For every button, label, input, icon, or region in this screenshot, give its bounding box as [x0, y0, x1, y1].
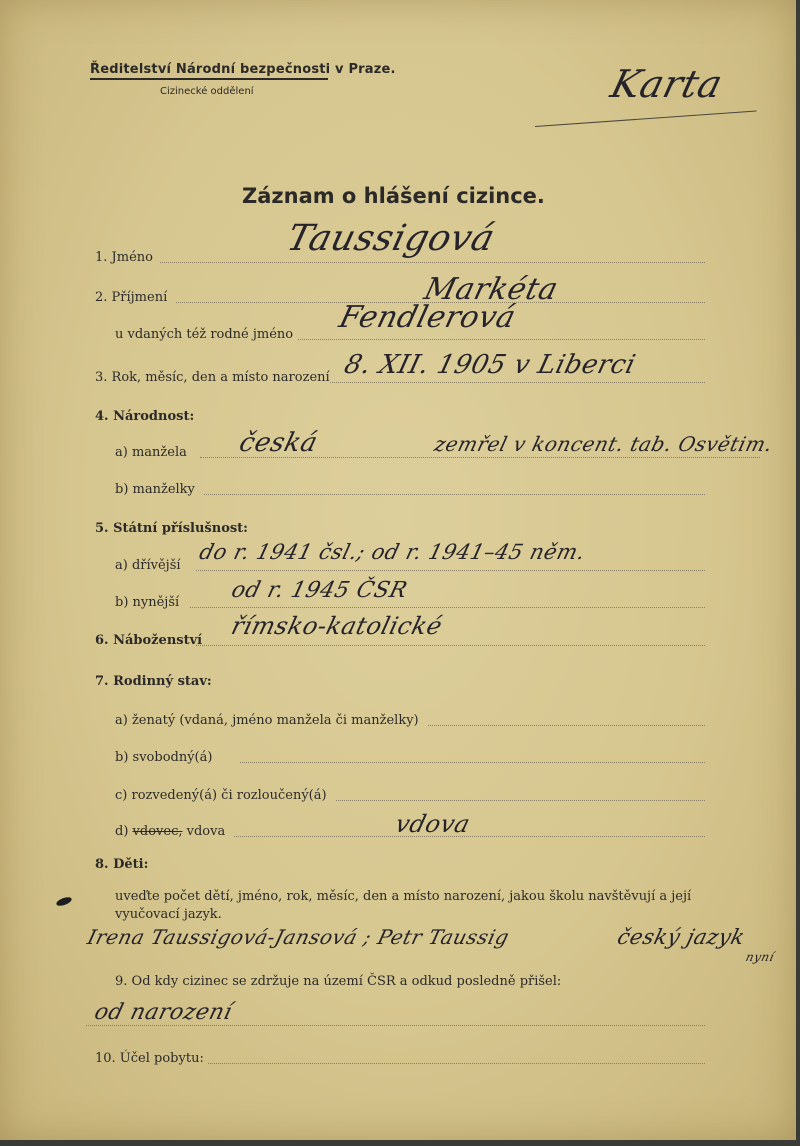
- field-purpose-line: [208, 1063, 705, 1064]
- field-marital-divorced-label: c) rozvedený(á) či rozloučený(á): [115, 788, 327, 803]
- field-since-label: 9. Od kdy cizinec se zdržuje na území ČSR a odkud posledně přišel:: [115, 974, 562, 989]
- field-citizenship-label: 5. Státní příslušnost:: [95, 521, 248, 536]
- field-birth-value: 8. XII. 1905 v Liberci: [341, 350, 639, 380]
- field-marital-widow-line: [234, 836, 705, 837]
- field-surname-value: Markéta: [420, 272, 562, 307]
- office-underline: [90, 78, 328, 80]
- field-religion-label: 6. Náboženství: [95, 633, 203, 648]
- field-children-label: 8. Děti:: [95, 857, 149, 872]
- field-nat-wife-label: b) manželky: [115, 482, 195, 497]
- field-name-value: Taussigová: [282, 218, 499, 259]
- field-religion-line: [196, 645, 705, 646]
- field-marital-single-line: [240, 762, 705, 763]
- field-marital-married-label: a) ženatý (vdaná, jméno manžela či manželky): [115, 713, 419, 728]
- field-nat-husband-label: a) manžela: [115, 445, 187, 460]
- corner-line: [535, 111, 757, 127]
- field-religion-value: římsko-katolické: [228, 612, 446, 640]
- widower-struck: vdovec,: [132, 824, 183, 839]
- field-cit-former-value: do r. 1941 čsl.; od r. 1941–45 něm.: [197, 540, 588, 564]
- field-marital-single-label: b) svobodný(á): [115, 750, 213, 765]
- field-children-note: český jazyk: [615, 925, 748, 949]
- field-nat-husband-value: česká: [236, 428, 321, 458]
- field-marital-widow-value: vdova: [392, 810, 474, 838]
- widow-prefix: d): [115, 824, 129, 839]
- form-title: Záznam o hlášení cizince.: [242, 184, 545, 208]
- widow-label: vdova: [186, 824, 226, 839]
- field-marital-label: 7. Rodinný stav:: [95, 674, 212, 689]
- field-maiden-label: u vdaných též rodné jméno: [115, 327, 294, 342]
- field-since-value: od narození: [91, 1000, 235, 1025]
- field-birth-line: [330, 382, 705, 383]
- field-cit-former-label: a) dřívější: [115, 558, 181, 573]
- ink-blot: [55, 895, 72, 907]
- corner-note-handwritten: Karta: [606, 62, 728, 106]
- field-nat-husband-note: zemřel v koncent. tab. Osvětim.: [432, 432, 776, 456]
- field-cit-current-value: od r. 1945 ČSR: [228, 578, 410, 603]
- field-cit-current-line: [190, 607, 705, 608]
- field-children-instr-2: vyučovací jazyk.: [115, 907, 222, 922]
- field-purpose-label: 10. Účel pobytu:: [95, 1051, 204, 1066]
- field-nationality-label: 4. Národnost:: [95, 409, 195, 424]
- field-since-line: [86, 1025, 705, 1026]
- field-cit-current-label: b) nynější: [115, 595, 180, 610]
- field-cit-former-line: [196, 570, 705, 571]
- field-birth-label: 3. Rok, měsíc, den a místo narození: [95, 370, 330, 385]
- field-children-note-2: nyní: [744, 950, 776, 964]
- department-label: Cizinecké oddělení: [160, 86, 254, 97]
- field-marital-divorced-line: [336, 800, 705, 801]
- field-children-value: Irena Taussigová-Jansová ; Petr Taussig: [85, 925, 512, 949]
- field-marital-widow-label: [115, 824, 225, 839]
- field-marital-married-line: [428, 725, 705, 726]
- field-maiden-value: Fendlerová: [335, 300, 520, 335]
- field-nat-wife-line: [204, 494, 705, 495]
- field-maiden-line: [298, 339, 705, 340]
- field-name-label: 1. Jméno: [95, 250, 153, 265]
- field-name-line: [160, 262, 705, 263]
- field-surname-label: 2. Příjmení: [95, 290, 168, 305]
- field-children-instr-1: uveďte počet dětí, jméno, rok, měsíc, den a místo narození, jakou školu navštěvují a její: [115, 889, 692, 904]
- office-heading: Ředitelství Národní bezpečnosti v Praze.: [90, 62, 396, 77]
